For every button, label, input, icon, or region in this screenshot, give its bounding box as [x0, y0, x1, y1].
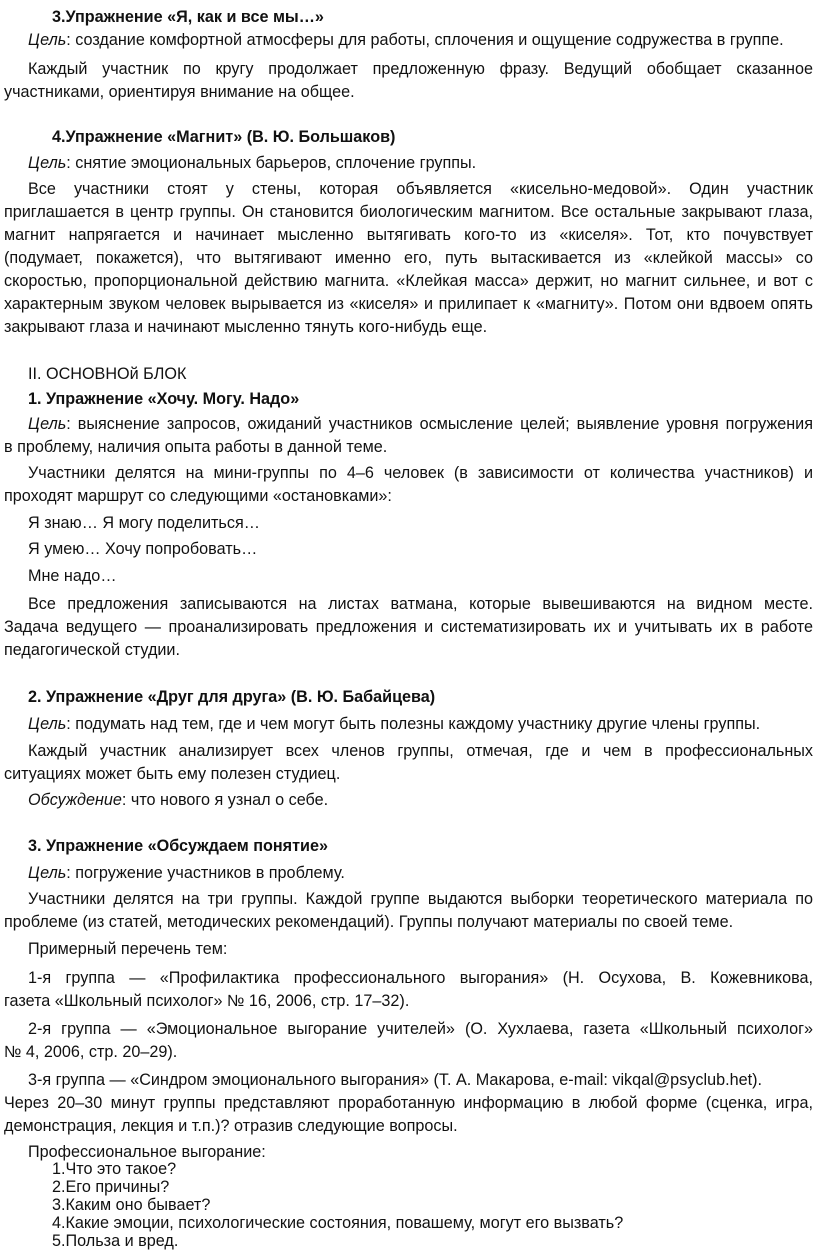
goal-label: Цель	[28, 715, 67, 733]
exercise-4-para-line: магнит напрягается и начинает мысленно вытягивать кого-то из «киселя». Тот, кто почувствует	[4, 226, 813, 244]
goal-text: : снятие эмоциональных барьеров, сплочение группы.	[66, 154, 477, 172]
main-exercise-1-goal	[28, 413, 813, 436]
main-exercise-1-para2-line: Все предложения записываются на листах ватмана, которые вывешиваются на видном месте.	[28, 595, 813, 613]
goal-text: : выяснение запросов, ожиданий участников осмысление целей; выявление уровня погружения	[66, 415, 813, 433]
main-exercise-2-para-line: ситуациях может быть ему полезен студиец.	[4, 765, 341, 783]
exercise-4-goal	[28, 152, 476, 175]
exercise-4-para-line: приглашается в центр группы. Он становится биологическим магнитом. Все остальные закрывают глаза,	[4, 203, 813, 221]
exercise-4-para-line: (подумает, покажется), что вытягивают именно его, путь вытаскивается из «клейкой массы» со	[4, 249, 813, 267]
goal-text: : погружение участников в проблему.	[66, 864, 345, 882]
group-3-line: 3-я группа — «Синдром эмоционального выгорания» (Т. А. Макарова, e-mail: vikqal@psyclub.het).	[28, 1071, 762, 1089]
exercise-4-title: 4.Упражнение «Магнит» (В. Ю. Большаков)	[52, 128, 396, 146]
burnout-heading: Профессиональное выгорание:	[28, 1143, 266, 1161]
main-exercise-3-para-line: Участники делятся на три группы. Каждой группе выдаются выборки теоретического материала по	[28, 890, 813, 908]
exercise-4-para-line: характерным звуком человек вырывается из «киселя» и прилипает к «магниту». Потом они вдвоем опять	[4, 295, 813, 313]
stop-item: Я умею… Хочу попробовать…	[28, 540, 258, 558]
goal-text: : создание комфортной атмосферы для работы, сплочения и ощущение содружества в группе.	[66, 31, 784, 49]
stop-item: Мне надо…	[28, 567, 117, 585]
section-heading: II. ОСНОВНОй БЛОК	[28, 365, 187, 383]
main-exercise-1-para-line: проходят маршрут со следующими «остановками»:	[4, 487, 392, 505]
main-exercise-1-para2-line: Задача ведущего — проанализировать предложения и систематизировать их и учитывать их в работе	[4, 618, 813, 636]
main-exercise-3-para-line: проблеме (из статей, методических рекомендаций). Группы получают материалы по своей теме.	[4, 913, 734, 931]
question-item: 5.Польза и вред.	[52, 1232, 179, 1250]
discussion-label: Обсуждение	[28, 791, 122, 809]
exercise-3-title: 3.Упражнение «Я, как и все мы…»	[52, 8, 324, 26]
discussion-text: : что нового я узнал о себе.	[121, 791, 329, 809]
question-item: 2.Его причины?	[52, 1178, 170, 1196]
main-exercise-3-goal	[28, 862, 345, 885]
group-2-line: 2-я группа — «Эмоциональное выгорание учителей» (О. Хухлаева, газета «Школьный психолог»	[28, 1020, 813, 1038]
main-exercise-2-title: 2. Упражнение «Друг для друга» (В. Ю. Бабайцева)	[28, 688, 436, 706]
topics-intro: Примерный перечень тем:	[28, 940, 228, 958]
question-item: 1.Что это такое?	[52, 1160, 177, 1178]
exercise-3-goal	[28, 29, 784, 52]
question-item: 4.Какие эмоции, психологические состояния, повашему, могут его вызвать?	[52, 1214, 624, 1232]
group-3-line: демонстрация, лекция и т.п.)? отразив следующие вопросы.	[4, 1117, 458, 1135]
main-exercise-3-title: 3. Упражнение «Обсуждаем понятие»	[28, 837, 328, 855]
goal-label: Цель	[28, 864, 67, 882]
exercise-4-para-line: закрывают глаза и начинают мысленно тянуть кого-нибудь еще.	[4, 318, 488, 336]
group-1-line: газета «Школьный психолог» № 16, 2006, стр. 17–32).	[4, 992, 410, 1010]
main-exercise-1-para2-line: педагогической студии.	[4, 641, 180, 659]
stop-item: Я знаю… Я могу поделиться…	[28, 514, 260, 532]
main-exercise-2-goal	[28, 713, 760, 736]
exercise-4-para-line: Все участники стоят у стены, которая объявляется «кисельно-медовой». Один участник	[28, 180, 813, 198]
main-exercise-1-goal-line: в проблему, наличия опыта работы в данной теме.	[4, 438, 388, 456]
question-item: 3.Каким оно бывает?	[52, 1196, 211, 1214]
group-3-line: Через 20–30 минут группы представляют проработанную информацию в любой форме (сценка, игра,	[4, 1094, 813, 1112]
main-exercise-2-discussion	[28, 789, 328, 812]
goal-text: : подумать над тем, где и чем могут быть полезны каждому участнику другие члены группы.	[66, 715, 761, 733]
goal-label: Цель	[28, 415, 67, 433]
group-1-line: 1-я группа — «Профилактика профессионального выгорания» (Н. Осухова, В. Кожевникова,	[28, 969, 813, 987]
goal-label: Цель	[28, 31, 67, 49]
main-exercise-1-title: 1. Упражнение «Хочу. Могу. Надо»	[28, 390, 300, 408]
exercise-4-para-line: скоростью, пропорциональной действию магнита. «Клейкая масса» держит, но магнит сильнее, и вот с	[4, 272, 813, 290]
exercise-3-para-line: Каждый участник по кругу продолжает предложенную фразу. Ведущий обобщает сказанное	[28, 60, 813, 78]
goal-label: Цель	[28, 154, 67, 172]
exercise-3-para-line: участниками, ориентируя внимание на общее.	[4, 83, 355, 101]
main-exercise-1-para-line: Участники делятся на мини-группы по 4–6 человек (в зависимости от количества участников) и	[28, 464, 813, 482]
main-exercise-2-para-line: Каждый участник анализирует всех членов группы, отмечая, где и чем в профессиональных	[28, 742, 813, 760]
group-2-line: № 4, 2006, стр. 20–29).	[4, 1043, 178, 1061]
